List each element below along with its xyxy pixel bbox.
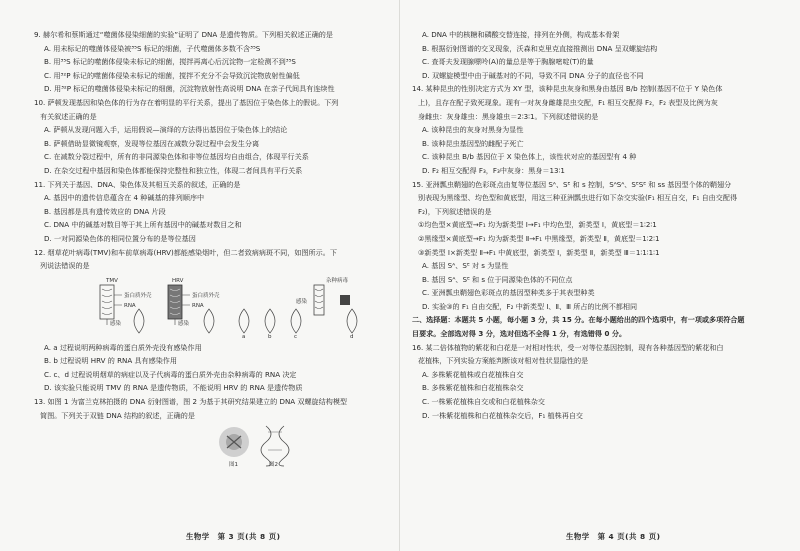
question-line: C. 查哥夫发现腺嘌呤(A)的量总是等于胸腺嘧啶(T)的量 <box>422 57 594 67</box>
fig12-label-d: d <box>350 333 354 339</box>
leaf-b <box>265 309 275 333</box>
question-line: 别表现为黑缘型、均色型和黄底型，用这三种亚洲瓢虫进行如下杂交实验(F₁ 相互自交，F₁ 自由交配得 <box>418 193 738 203</box>
question-line: A. 该种昆虫的灰身对黑身为显性 <box>422 125 524 135</box>
left-page <box>34 28 394 470</box>
question-line: 10. 萨顿发现基因和染色体的行为存在着明显的平行关系，提出了基因位于染色体上的假说。下列 <box>34 97 339 107</box>
question-line: 简图。下列关于双链 DNA 结构的叙述，正确的是 <box>40 410 195 420</box>
question-line: A. 用未标记的噬菌体侵染被³⁵S 标记的细菌，子代噬菌体多数不含³⁵S <box>44 43 261 53</box>
fig12-label-infect-3: 感染 <box>296 298 308 305</box>
fig13-label-1: 图1 <box>229 462 238 469</box>
question-line: D. 一株紫花植株和白花植株杂交后，F₁ 植株再自交 <box>422 410 584 420</box>
question-line: D. 在杂交过程中基因和染色体都能保持完整性和独立性，体现二者间具有平行关系 <box>44 165 303 175</box>
leaf-d <box>347 309 357 333</box>
question-line: B. 根据衍射图谱的交叉现象，沃森和克里克直接推测出 DNA 呈双螺旋结构 <box>422 43 658 53</box>
question-line: C. 用³²P 标记的噬菌体侵染未标记的细菌，搅拌不充分不会导致沉淀物放射性偏低 <box>44 70 300 80</box>
page-fold-divider <box>399 0 400 551</box>
question-line: F₂)，下列叙述错误的是 <box>418 206 492 216</box>
question-line: B. 用³⁵S 标记的噬菌体侵染未标记的细菌，搅拌再离心后沉淀物一定检测不到³⁵S <box>44 57 296 67</box>
question-line: B. b 过程说明 HRV 的 RNA 具有感染作用 <box>44 356 177 366</box>
fig12-label-protein-tmv: 蛋白质外壳 <box>124 292 152 299</box>
question-line: 上)，且存在配子致死现象。现有一对灰身雌雄昆虫交配，F₁ 相互交配得 F₂，F₂ 表型及比例为灰 <box>418 97 718 107</box>
question-line: A. a 过程说明两种病毒的蛋白质外壳没有感染作用 <box>44 342 202 352</box>
question-line: A. 多株紫花植株或白花植株自交 <box>422 369 524 379</box>
question-line: D. 实验③的 F₁ 自由交配，F₂ 中新类型 Ⅰ、Ⅱ、Ⅲ 所占的比例不都相同 <box>422 301 638 311</box>
question-line: ③新类型 Ⅰ×新类型 Ⅱ→F₁ 中黄底型，新类型 Ⅰ，新类型 Ⅱ，新类型 Ⅲ＝1∶1∶1∶1 <box>418 247 660 257</box>
right-questions-13-16 <box>412 28 772 422</box>
leaf-a <box>239 309 249 333</box>
fig12-label-rna-hrv: RNA <box>192 302 204 309</box>
question-line: 二、选择题：本题共 5 小题，每小题 3 分，共 15 分。在每小题给出的四个选项中，有一项或多项符合题 <box>412 315 745 325</box>
question-line: B. 基因都是具有遗传效应的 DNA 片段 <box>44 206 166 216</box>
question-line: 目要求。全部选对得 3 分，选对但选不全得 1 分，有选错得 0 分。 <box>412 329 627 339</box>
question-line: 14. 某种昆虫的性别决定方式为 XY 型，该种昆虫灰身和黑身由基因 B/b 控制(基因不位于 Y 染色体 <box>412 84 723 94</box>
question-line: 有关叙述正确的是 <box>40 111 97 121</box>
question-line: 花植株，下列实验方案能判断该对相对性状显隐性的是 <box>418 356 589 366</box>
virus-experiment-diagram <box>34 275 394 339</box>
question-line: 13. 如图 1 为富兰克林拍摄的 DNA 衍射图谱，图 2 为基于其研究结果建立的 DNA 双螺旋结构模型 <box>34 397 348 407</box>
question-line: A. 基因 Sᴬ、Sᴱ 对 s 为显性 <box>422 261 509 271</box>
question-line: A. 萨顿从发现问题入手，运用假说—演绎的方法得出基因位于染色体上的结论 <box>44 125 288 135</box>
question-line: D. 该实验只能说明 TMV 的 RNA 是遗传物质，不能说明 HRV 的 RNA 是遗传物质 <box>44 383 303 393</box>
figure-q13-dna <box>34 424 394 468</box>
left-questions-9-12 <box>34 28 394 273</box>
fig12-label-a: a <box>242 333 246 339</box>
fig12-label-hrv: HRV <box>172 277 184 284</box>
question-line: ②黑缘型×黄底型→F₁ 均为新类型 Ⅱ→F₁ 中黑缘型，新类型 Ⅱ，黄底型＝1∶2∶1 <box>418 233 660 243</box>
question-line: B. 基因 Sᴬ、Sᴱ 和 s 位于同源染色体的不同位点 <box>422 274 573 284</box>
hrv-virus-shape <box>168 285 182 319</box>
question-line: 列说法错误的是 <box>40 261 90 271</box>
fig13-label-2: 图2 <box>269 462 278 469</box>
question-line: 身雌虫：灰身雄虫：黑身雄虫＝2∶3∶1。下列叙述错误的是 <box>418 111 599 121</box>
dna-diagram <box>34 424 394 468</box>
question-line: C. 亚洲瓢虫鞘翅色彩斑点的基因型种类多于其表型种类 <box>422 288 595 298</box>
question-line: 11. 下列关于基因、DNA、染色体及其相互关系的叙述，正确的是 <box>34 179 241 189</box>
question-line: C. 在减数分裂过程中，所有的非同源染色体和非等位基因均自由组合，体现平行关系 <box>44 152 309 162</box>
figure-q12-virus-experiment <box>34 275 394 339</box>
fig12-label-tmv: TMV <box>106 277 118 284</box>
question-line: C. c、d 过程说明烟草的病症以及子代病毒的蛋白质外壳由杂种病毒的 RNA 决定 <box>44 369 297 379</box>
question-line: C. DNA 中的碱基对数目等于其上所有基因中的碱基对数目之和 <box>44 220 242 230</box>
question-line: B. 多株紫花植株和白花植株杂交 <box>422 383 524 393</box>
question-line: B. 萨顿借助显微镜观察，发现等位基因在减数分裂过程中会发生分离 <box>44 138 260 148</box>
question-line: B. 该种昆虫基因型的雌配子死亡 <box>422 138 524 148</box>
question-line: C. 一株紫花植株自交或和白花植株杂交 <box>422 397 545 407</box>
page-footer-left: 生物学 第 3 页(共 8 页) <box>186 532 281 541</box>
question-line: 15. 亚洲瓢虫鞘翅的色彩斑点由复等位基因 Sᴬ、Sᴱ 和 s 控制，SᴬSᴬ、SᴱSᴱ 和 ss 基因型个体的鞘翅分 <box>412 179 732 189</box>
question-line: 9. 赫尔希和蔡斯通过“噬菌体侵染细菌的实验”证明了 DNA 是遗传物质。下列相关叙述正确的是 <box>34 30 333 39</box>
question-line: C. 该种昆虫 B/b 基因位于 X 染色体上，该性状对应的基因型有 4 种 <box>422 152 637 162</box>
tmv-virus-shape <box>100 285 114 319</box>
question-line: D. 用³²P 标记的噬菌体侵染未标记的细菌，沉淀物放射性高说明 DNA 在亲子代间具有连续性 <box>44 84 335 94</box>
question-line: 12. 烟草花叶病毒(TMV)和车前草病毒(HRV)都能感染烟叶，但二者致病病斑不同，如图所示。下 <box>34 247 337 257</box>
question-line: D. 一对同源染色体的相同位置分布的是等位基因 <box>44 233 196 243</box>
fig12-label-protein-hrv: 蛋白质外壳 <box>192 292 220 299</box>
fig12-label-c: c <box>294 333 298 339</box>
question-line: D. F₂ 相互交配得 F₃，F₃中灰身：黑身＝13∶1 <box>422 165 565 175</box>
question-line: 16. 某二倍体植物的紫花和白花是一对相对性状，受一对等位基因控制，现有各种基因型的紫花和白 <box>412 342 724 352</box>
page-footer-right: 生物学 第 4 页(共 8 页) <box>566 532 661 541</box>
fig12-label-rna-tmv: RNA <box>124 302 136 309</box>
fig12-label-b: b <box>268 333 272 339</box>
question-line: A. 基因中的遗传信息蕴含在 4 种碱基的排列顺序中 <box>44 193 205 203</box>
question-line: ①均色型×黄底型→F₁ 均为新类型 Ⅰ→F₁ 中均色型，新类型 Ⅰ，黄底型＝1∶2∶1 <box>418 220 657 230</box>
question-line: A. DNA 中的核糖和磷酸交替连接，排列在外侧，构成基本骨架 <box>422 30 620 39</box>
right-page <box>412 28 772 422</box>
fig12-label-infect-1: 感染 <box>110 320 122 327</box>
leaf-c <box>291 309 301 333</box>
question-line: D. 双螺旋模型中由于碱基对的不同，导致不同 DNA 分子的直径也不同 <box>422 70 644 80</box>
fig12-label-hybrid: 杂种病毒 <box>326 277 349 284</box>
fig12-label-infect-2: 感染 <box>178 320 190 327</box>
left-questions-12-13 <box>34 341 394 423</box>
